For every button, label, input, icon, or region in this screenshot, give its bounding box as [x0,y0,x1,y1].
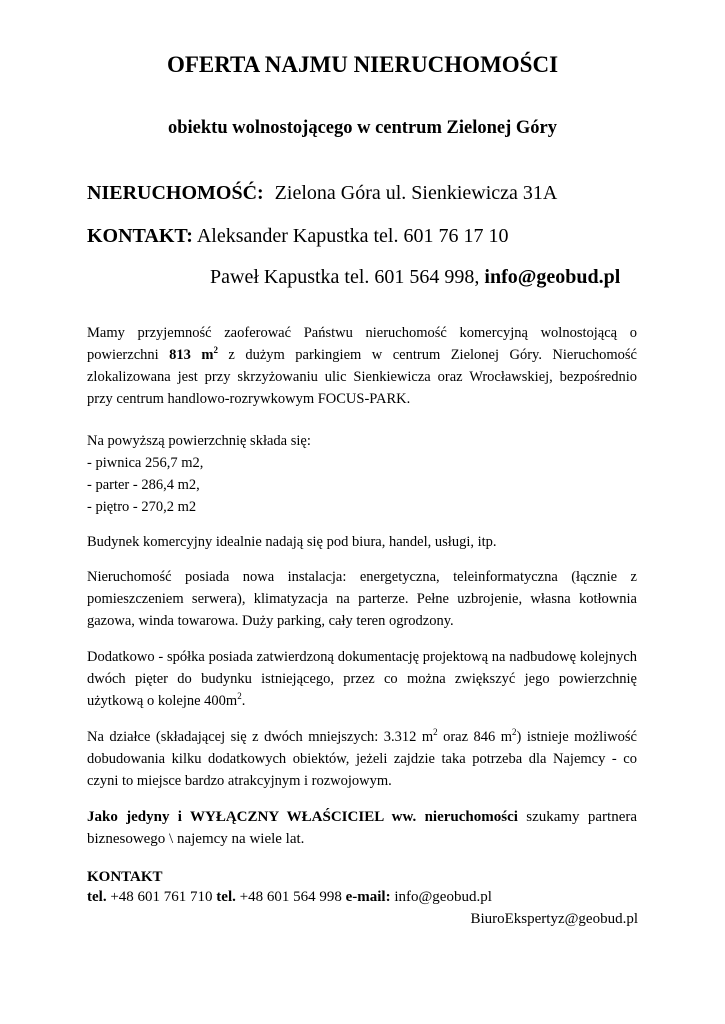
footer-tel-2: +48 601 564 998 [235,889,346,905]
footer-heading: KONTAKT [87,869,163,885]
plot-sup-1: 2 [433,727,438,738]
footer-contact-line [87,886,492,908]
footer-email-label: e-mail: [345,889,391,905]
property-label: NIERUCHOMOŚĆ: [87,182,264,204]
property-value: Zielona Góra ul. Sienkiewicza 31A [274,182,558,204]
contact-email-header[interactable]: info@geobud.pl [484,266,621,288]
contact-label: KONTAKT: [87,225,193,247]
additional-paragraph [87,646,637,712]
contact-line-1 [87,225,508,248]
intro-text-2: z dużym parkingiem w centrum Zielonej Góry. Nieruchomość zlokalizowana jest przy skrzyżowaniu ulic Sienkiewicza oraz Wrocławskiej, bezpośrednio przy centrum handlowo-rozrywkowym FOCUS-PARK. [87,347,637,407]
owner-bold: Jako jedyny i WYŁĄCZNY WŁAŚCICIEL ww. nieruchomości [87,809,518,825]
plot-paragraph [87,726,637,792]
contact-line-2 [210,266,620,289]
usage-paragraph: Budynek komercyjny idealnie nadają się pod biura, handel, usługi, itp. [87,534,497,550]
additional-sup: 2 [237,691,242,702]
areas-heading: Na powyższą powierzchnię składa się: [87,433,311,449]
area-item-ground: - parter - 286,4 m2, [87,477,200,493]
footer-tel-1: +48 601 761 710 [106,889,217,905]
owner-rest: szukamy partnera biznesowego \ najemcy na wiele lat. [87,809,637,847]
footer-tel-label-2: tel. [216,889,236,905]
intro-area-sup: 2 [213,345,218,356]
property-line [87,182,557,205]
contact-person-2: Paweł Kapustka tel. 601 564 998, [210,266,485,288]
additional-end: . [241,693,246,709]
owner-paragraph [87,806,637,850]
plot-text-1: Na działce (składającej się z dwóch mniejszych: 3.312 m [87,729,434,745]
plot-sup-2: 2 [512,727,517,738]
intro-area: 813 m [169,347,214,363]
intro-paragraph [87,322,637,410]
footer-email-2[interactable]: BiuroEkspertyz@geobud.pl [470,911,638,927]
area-item-floor: - piętro - 270,2 m2 [87,499,197,515]
footer-email-1[interactable]: info@geobud.pl [390,889,492,905]
area-item-basement: - piwnica 256,7 m2, [87,455,204,471]
plot-text-2: oraz 846 m [437,729,513,745]
intro-text-1: Mamy przyjemność zaoferować Państwu nieruchomość komercyjną wolnostojącą o powierzchni [87,325,637,363]
footer-tel-label-1: tel. [87,889,107,905]
features-paragraph: Nieruchomość posiada nowa instalacja: energetyczna, teleinformatyczna (łącznie z pomieszczeniem serwera), klimatyzacja na parterze. Pełne uzbrojenie, własna kotłownia gazowa, winda towarowa. Duży parking, cały teren ogrodzony. [87,569,637,629]
contact-person-1: Aleksander Kapustka tel. 601 76 17 10 [196,225,509,247]
page-title: OFERTA NAJMU NIERUCHOMOŚCI [166,52,559,77]
plot-text-3: ) istnieje możliwość dobudowania kilku dodatkowych obiektów, jeżeli zajdzie taka potrzeba dla Najemcy - co czyni to miejsce bardzo atrakcyjnym i rozwojowym. [87,729,637,789]
additional-text: Dodatkowo - spółka posiada zatwierdzoną dokumentację projektową na nadbudowę kolejnych dwóch pięter do budynku istniejącego, przez co można zwiększyć jego powierzchnię użytkową o kolejne 400m [87,649,637,709]
page-subtitle: obiektu wolnostojącego w centrum Zielonej Góry [168,118,557,138]
